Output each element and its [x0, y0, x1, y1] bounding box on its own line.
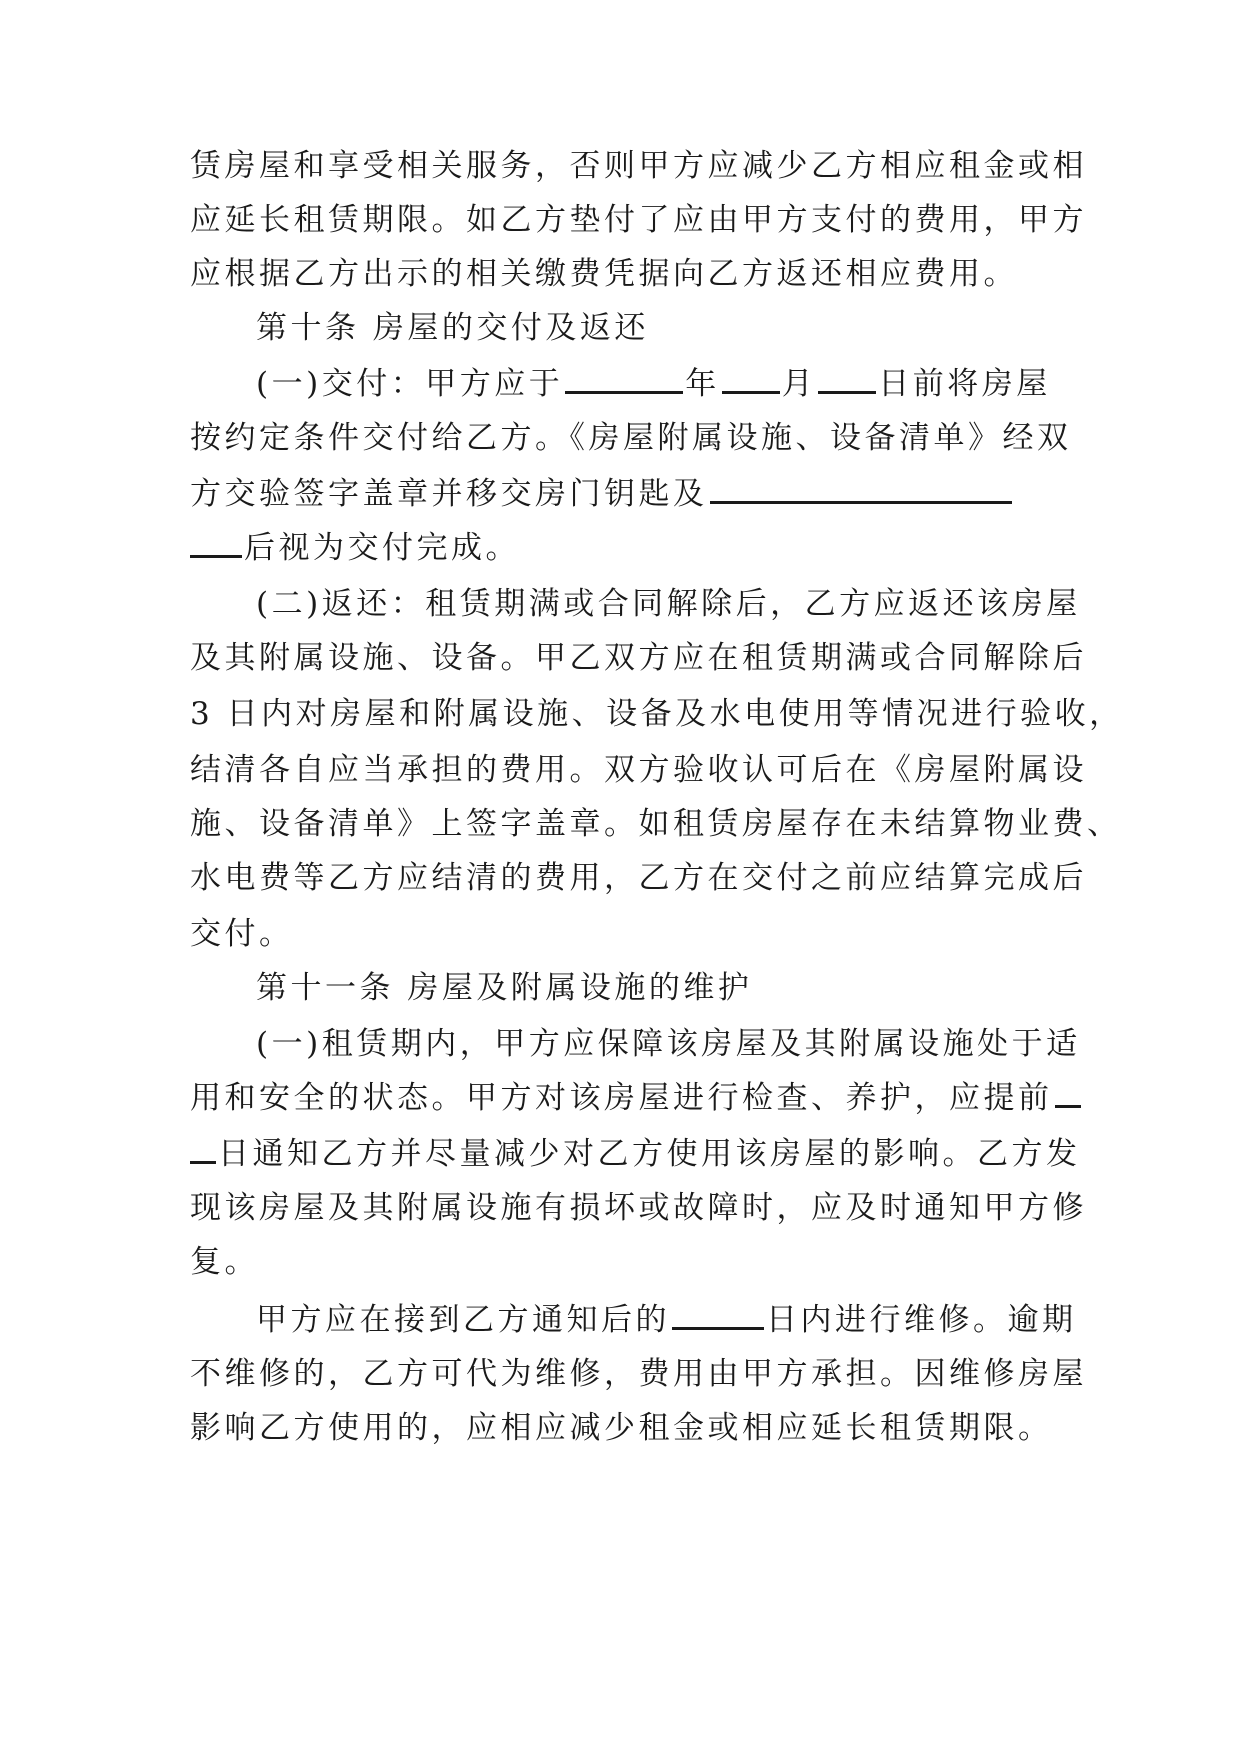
text-line: (二)返还：租赁期满或合同解除后，乙方应返还该房屋 — [256, 586, 1081, 622]
fill-blank-day — [818, 365, 876, 394]
text-line: 用和安全的状态。甲方对该房屋进行检查、养护，应提前 — [190, 1068, 1070, 1128]
text-line: 交付。 — [190, 916, 294, 952]
text-line: 方交验签字盖章并移交房门钥匙及 — [190, 464, 1070, 524]
text-line: (一)租赁期内，甲方应保障该房屋及其附属设施处于适 — [256, 1026, 1081, 1062]
text-line: 后视为交付完成。 — [190, 518, 1070, 578]
text-line: 按约定条件交付给乙方。《房屋附属设施、设备清单》经双 — [190, 420, 1072, 456]
text-line: 及其附属设施、设备。甲乙双方应在租赁期满或合同解除后 — [190, 640, 1087, 676]
text-line: 水电费等乙方应结清的费用，乙方在交付之前应结算完成后 — [190, 860, 1087, 896]
text-line: 日通知乙方并尽量减少对乙方使用该房屋的影响。乙方发 — [190, 1124, 1070, 1184]
text-line: 应延长租赁期限。如乙方垫付了应由甲方支付的费用，甲方 — [190, 202, 1087, 238]
text-line: 现该房屋及其附属设施有损坏或故障时，应及时通知甲方修 — [190, 1190, 1087, 1226]
fill-blank-month — [722, 365, 780, 394]
text-line: 影响乙方使用的，应相应减少租金或相应延长租赁期限。 — [190, 1410, 1053, 1446]
fill-blank-notice-days — [1055, 1079, 1081, 1108]
text-line: 甲方应在接到乙方通知后的 日内进行维修。逾期 — [256, 1302, 1077, 1338]
fill-blank-handover-items-continued — [190, 529, 242, 558]
text-line: 应根据乙方出示的相关缴费凭据向乙方返还相应费用。 — [190, 256, 1018, 292]
section-heading-article-11: 第十一条 房屋及附属设施的维护 — [256, 970, 753, 1006]
section-heading-article-10: 第十条 房屋的交付及返还 — [256, 310, 649, 346]
text-line: 结清各自应当承担的费用。双方验收认可后在《房屋附属设 — [190, 752, 1087, 788]
fill-blank-repair-days — [672, 1301, 764, 1330]
text-line: 不维修的，乙方可代为维修，费用由甲方承担。因维修房屋 — [190, 1356, 1087, 1392]
text-line: 赁房屋和享受相关服务，否则甲方应减少乙方相应租金或相 — [190, 148, 1087, 184]
text-line: 复。 — [190, 1244, 259, 1280]
text-line: (一)交付：甲方应于 年 月 日前将房屋 — [256, 366, 1051, 402]
text-line: 3 日内对房屋和附属设施、设备及水电使用等情况进行验收， — [190, 696, 1124, 732]
fill-blank-handover-items — [710, 475, 1012, 504]
text-line: 施、设备清单》上签字盖章。如租赁房屋存在未结算物业费、 — [190, 806, 1122, 842]
fill-blank-notice-days-continued — [190, 1135, 216, 1164]
fill-blank-year — [565, 365, 683, 394]
